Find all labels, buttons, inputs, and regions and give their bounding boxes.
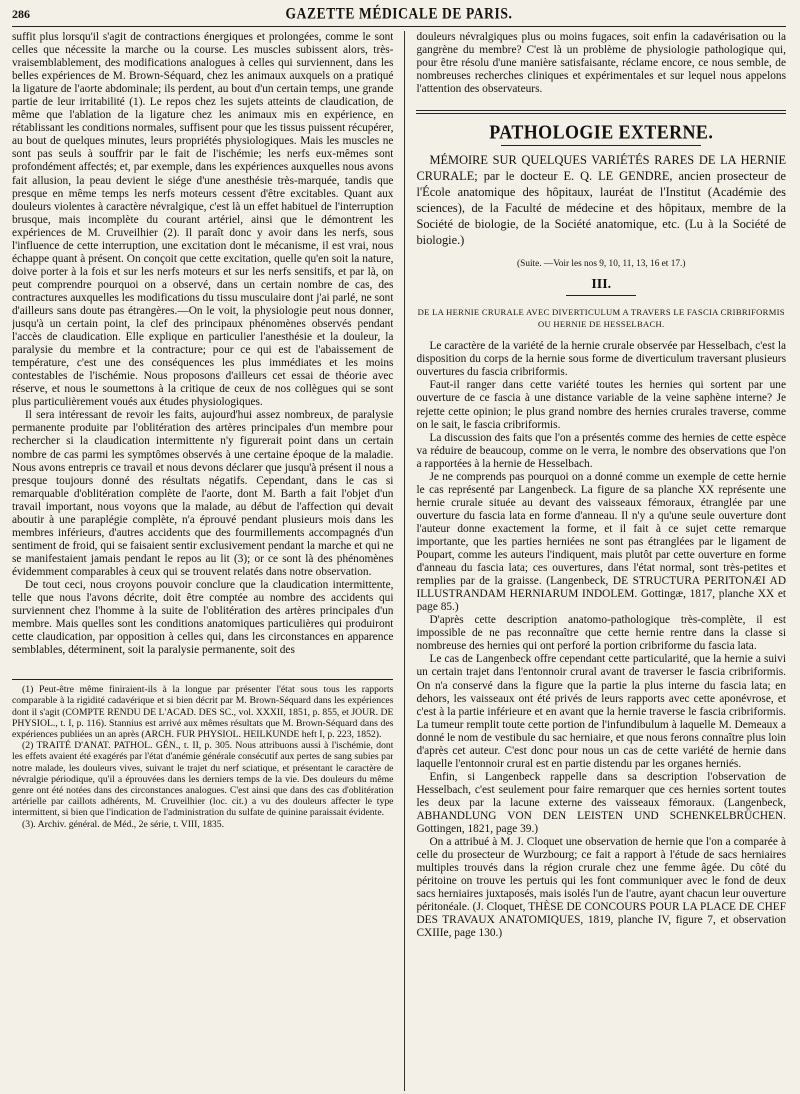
body-paragraph: Faut-il ranger dans cette variété toutes les hernies qui sortent par une ouverture de ce fascia à une distance variable de la veine saphène interne? Je rejette cette opinion; le plus grand nombre des hernies crurales traverse, comme on le sait, le fascia cribriformis.	[416, 379, 787, 431]
body-paragraph: Le cas de Langenbeck offre cependant cette particularité, que la hernie a suivi un certain trajet dans l'entonnoir crural avant de traverser le fascia cribriformis. On n'a conservé dans la figure que la partie la plus interne du fascia lata; en dehors, les vaisseaux ont été privés de leurs rapports avec cette aponévrose, et c'est à la partie inférieure et en avant que la hernie traverse le fascia cribriformis. La tumeur remplit toute cette portion de l'infundibulum à laquelle M. Demeaux a donné le nom de vestibule du sac herniaire, et que nous ferons connaître plus loin d'après cet auteur. C'est donc pour nous un cas de cette variété de hernie dans laquelle l'entonnoir crural est en partie distendu par les organes herniés.	[416, 653, 787, 770]
body-paragraph: De tout ceci, nous croyons pouvoir conclure que la claudication intermittente, telle que nous l'avons décrite, doit être comptée au nombre des accidents qui surviennent chez l'homme à la suite de l'oblitération des artères principales d'un membre. Mais quelles sont les conditions anatomiques particulières qui produiront cette claudication, par opposition à celles qui, dans les circonstances en apparence semblables, déterminent, soit la paralysie permanente, soit des	[12, 578, 394, 657]
body-paragraph: Le caractère de la variété de la hernie crurale observée par Hesselbach, c'est la disposition du corps de la hernie sous forme de diverticulum traversant plusieurs ouvertures du fascia cribriformis.	[416, 340, 787, 379]
footnote: (2) TRAITÉ D'ANAT. PATHOL. GÉN., t. II, p. 305. Nous attribuons aussi à l'ischémie, dont les effets avaient été exagérés par l'état d'anémie générale consécutif aux pertes de sang subies par notre malade, les douleurs vives, suivant le trajet du nerf sciatique, et présentant le caractère de névralgie périodique, qu'il a éprouvées dans les derniers temps de la vie. Des douleurs du même genre ont été notées dans des circonstances analogues. C'est ainsi que dans des cas d'oblitération artérielle par caillots adhérents, M. Cruveilhier (loc. cit.) a vu des douleurs affecter le type intermittent, si bien que l'indication de l'administration du sulfate de quinine paraissait évidente.	[12, 740, 394, 819]
section-title-underline	[501, 145, 701, 146]
memoir-title: MÉMOIRE SUR QUELQUES VARIÉTÉS RARES DE LA HERNIE CRURALE; par le docteur E. Q. LE GENDRE, ancien prosecteur de l'École anatomique des hôpitaux, lauréat de l'Institut (Académie des sciences), de la Faculté de médecine et des hôpitaux, membre de la Société de biologie, de la Société anatomique, etc. (Lu à la Société de biologie.)	[416, 153, 787, 248]
journal-title: GAZETTE MÉDICALE DE PARIS.	[285, 4, 513, 23]
running-head	[12, 6, 786, 27]
body-paragraph: La discussion des faits que l'on a présentés comme des hernies de cette espèce va réduire de beaucoup, comme on le verra, le nombre des observations que l'on a rapportées à la hernie de Hesselbach.	[416, 431, 787, 470]
section-separator	[416, 110, 786, 114]
footnote: (1) Peut-être même finiraient-ils à la longue par présenter l'état sous tous les rapports comparable à la rigidité cadavérique et si bien décrit par M. Brown-Séquard dans les expériences dont il s'agit (COMPTE RENDU DE L'ACAD. DES SC., vol. XXXII, 1851, p. 855, et JOUR. DE PHYSIOL., t. I, p. 116). Stannius est arrivé aux mêmes résultats que M. Brown-Séquard dans des expériences publiées un an après (ARCH. FUR PHYSIOL. HEILKUNDE heft I, p. 223, 1852).	[12, 684, 394, 741]
left-column	[12, 31, 393, 1091]
column-divider	[404, 31, 405, 1091]
body-paragraph: Enfin, si Langenbeck rappelle dans sa description l'observation de Hesselbach, c'est seulement pour faire remarquer que ces hernies sortent toutes les deux par la lacune externe des vaisseaux fémoraux. (Langenbeck, ABHANDLUNG VON DEN LEISTEN UND SCHENKELBRÜCHEN. Gottingen, 1821, page 39.)	[416, 770, 787, 836]
footnote: (3). Archiv. général. de Méd., 2e série, t. VIII, 1835.	[22, 818, 225, 830]
page-number: 286	[12, 7, 30, 21]
two-column-body	[12, 31, 786, 1091]
continuation-paragraph: douleurs névralgiques plus ou moins fugaces, soit enfin la cadavérisation ou la gangrène du membre? C'est là un problème de physiologie pathologique qui, pour être résolu d'une manière satisfaisante, réclame encore, ce nous semble, de nombreuses recherches cliniques et expérimentales et sur lequel nous appelons l'attention des observateurs.	[416, 31, 787, 96]
body-paragraph: D'après cette description anatomo-pathologique très-complète, il est impossible de ne pas reconnaître que cette hernie rentre dans la classe si nombreuse des hernies qui ont perforé la portion cribriforme du fascia lata.	[416, 614, 787, 653]
body-paragraph: Je ne comprends pas pourquoi on a donné comme un exemple de cette hernie le cas représenté par Langenbeck. La figure de sa planche XX représente une hernie crurale située au devant des vaisseaux fémoraux, étranglée par une ouverture du fascia lata en forme d'anneau. Il n'y a qu'une seule ouverture dont l'auteur donne exactement la forme, et il fait à ce sujet cette remarque importante, que les parties herniées ne sont pas étranglées par le ligament de Poupart, comme les auteurs l'indiquent, mais plutôt par cette ouverture en forme d'anneau du fascia lata; ces ouvertures, dans l'état normal, sont très-petites et remplies par de la graisse. (Langenbeck, DE STRUCTURA PERITONÆI AD ILLUSTRANDAM HERNIARUM INDOLEM. Gottingæ, 1817, planche XX et page 85.)	[416, 470, 787, 614]
part-number: III.	[591, 277, 612, 293]
body-paragraph: suffit plus lorsqu'il s'agit de contractions énergiques et prolongées, comme le sont celles que nécessite la marche ou la course. Les muscles subissent alors, très-vraisemblablement, des modifications analogues à celles qui surviennent, dans les belles expériences de M. Brown-Séquard, chez les animaux auxquels on a pratiqué la ligature de l'aorte abdominale; ils perdent, au bout d'un certain temps, une grande partie de leur irritabilité (1). Le repos chez les sujets atteints de claudication, de même que l'ablation de la ligature chez les animaux mis en expérience, en rétablissant les conditions normales, suffisent pour que les tissus puissent récupérer, au bout de quelques minutes, leurs propriétés physiologiques. Mais les muscles ne sont pas seuls à souffrir par le fait de l'ischémie; les nerfs eux-mêmes sont profondément affectés; et, par exemple, dans les expériences auxquelles nous avons fait allusion, la peau devient le siége d'une anesthésie très-marquée, tandis que presque en même temps les nerfs moteurs cessent d'être excitables. Quant aux douleurs violentes à caractère névralgique, c'est là un effet habituel de l'interruption brusque, mais incomplète du courant artériel, ainsi que le démontrent les expériences de M. Cruveilhier (2). Il paraît donc y avoir dans les nerfs, sous l'influence de cette interruption, une excitation dont le mécanisme, il est vrai, nous échappe quant à présent. On conçoit que cette excitation, quelle qu'en soit la nature, doive porter à la fois et sur les nerfs moteurs et sur les nerfs sensitifs, et par là, on peut comprendre pourquoi on a observé, dans un certain nombre de cas, des contractures auxquelles les modifications du tissu musculaire dont j'ai parlé, ne sont d'ailleurs sans doute pas étrangères.—On le voit, la physiologie peut nous donner, jusqu'à un certain point, la clef des principaux phénomènes observés pendant l'accès de claudication. Elle explique en particulier l'anesthésie et la douleur, la paralysie du membre et la contracture; pour ce qui est de l'abaissement de température, c'est une des conséquences les plus immédiates et les moins contestables de l'ischémie. Nous proposons d'ailleurs cet essai de théorie avec réserve, et nous le soumettons à la critique de ceux de nos collègues qui se sont plus particulièrement voués aux études physiologiques.	[12, 31, 394, 409]
body-paragraph: On a attribué à M. J. Cloquet une observation de hernie que l'on a comparée à celle du prosecteur de Wurzbourg; ce fait a rapport à l'étude de sacs herniaires multiples trouvés dans la région crurale chez une femme âgée. Du côté du péritoine on trouve les pertuis qui les font communiquer avec le fond de deux sacs herniaires juxtaposés, mais isolés l'un de l'autre, ayant chacun leur ouverture péritonéale. (J. Cloquet, THÈSE DE CONCOURS POUR LA PLACE DE CHEF DES TRAVAUX ANATOMIQUES, 1819, planche IV, figure 7, et observation CXIIIe, page 130.)	[416, 836, 787, 940]
part-underline	[566, 295, 636, 296]
section-title: PATHOLOGIE EXTERNE.	[489, 121, 714, 144]
body-paragraph: Il sera intéressant de revoir les faits, aujourd'hui assez nombreux, de paralysie permanente produite par l'oblitération des artères principales d'un membre pour rechercher si la claudication intermittente n'y figurerait point dans un certain nombre de cas parmi les symptômes observés à une certaine époque de la maladie. Nous avons entrepris ce travail et nous devons déclarer que jusqu'à présent il nous a presque toujours donné des résultats négatifs. Cependant, dans le cas si remarquable d'oblitération complète de l'aorte, dont M. Barth a fait l'objet d'un travail important, nous voyons que la malade, au début de l'affection qui devait aboutir à une paraplégie complète, n'a éprouvé pendant plusieurs mois dans les membres inférieurs, d'autres accidents que des fourmillements accompagnés d'un sentiment de froid, qui se faisaient sentir exclusivement pendant la marche et qui ne se manifestaient jamais pendant le repos au lit (3); or ce sont là des phénomènes évidemment comparables à ceux qui se trouvent relatés dans notre observation.	[12, 409, 394, 578]
right-column	[416, 31, 786, 1091]
footnotes	[12, 679, 393, 830]
suite-note: (Suite. —Voir les nos 9, 10, 11, 13, 16 et 17.)	[517, 259, 686, 270]
subheading: DE LA HERNIE CRURALE AVEC DIVERTICULUM A TRAVERS LE FASCIA CRIBRIFORMIS OU HERNIE DE HESSELBACH.	[417, 307, 785, 330]
